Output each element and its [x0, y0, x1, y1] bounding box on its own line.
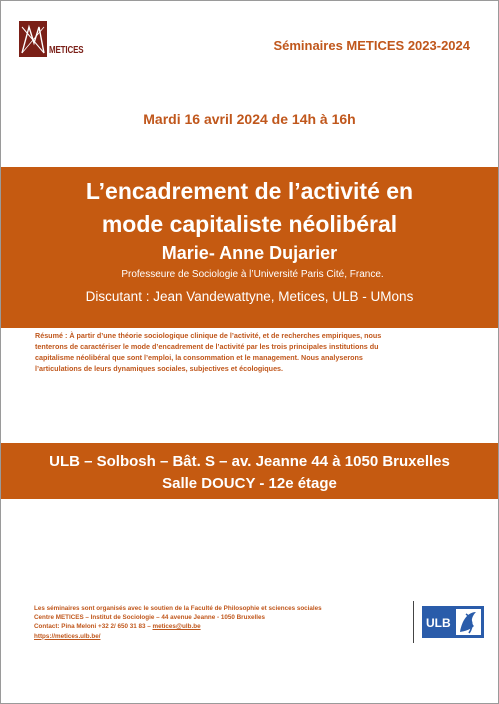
abstract	[35, 330, 467, 374]
location-room: Salle DOUCY - 12e étage	[162, 475, 337, 492]
email-link[interactable]: metices@ulb.be	[152, 623, 201, 631]
talk-banner	[1, 167, 498, 328]
location-banner	[1, 443, 498, 499]
discussant: Discutant : Jean Vandewattyne, Metices, ULB - UMons	[85, 289, 414, 304]
talk-title	[1, 175, 498, 241]
footer	[34, 604, 322, 641]
speaker-name: Marie- Anne Dujarier	[161, 243, 338, 263]
abstract-line-4: l’articulations de leurs dynamiques sociales, subjectives et écologiques.	[35, 364, 284, 373]
talk-title-line-2: mode capitaliste néolibéral	[101, 211, 398, 237]
ulb-logo-text: ULB	[426, 616, 451, 630]
website-link[interactable]: https://metices.ulb.be/	[34, 632, 101, 640]
event-date: Mardi 16 avril 2024 de 14h à 16h	[143, 111, 356, 127]
abstract-line-2: tenterons de caractériser le mode d’encadrement de l’activité par les trois principales institutions du	[35, 342, 379, 351]
abstract-line-3: capitalisme néolibéral que sont l’emploi, la consommation et le management. Nous analyserons	[35, 353, 363, 362]
metices-logo	[19, 21, 84, 59]
footer-contact-text: Contact: Pina Meloni +32 2/ 650 31 83 –	[34, 623, 153, 631]
abstract-line-1: Résumé : À partir d’une théorie sociologique clinique de l’activité, et de recherches empiriques, nous	[35, 331, 382, 340]
footer-address-line: Centre METICES – Institut de Sociologie – 44 avenue Jeanne - 1050 Bruxelles	[34, 614, 265, 622]
ulb-logo-icon	[422, 606, 484, 638]
talk-title-line-1: L’encadrement de l’activité en	[85, 178, 414, 204]
speaker-affiliation: Professeure de Sociologie à l’Université Paris Cité, France.	[121, 269, 384, 280]
seminar-series-title: Séminaires METICES 2023-2024	[273, 38, 470, 53]
footer-divider	[413, 601, 414, 643]
logo-text: METICES	[49, 45, 84, 56]
footer-support-line: Les séminaires sont organisés avec le soutien de la Faculté de Philosophie et sciences sociales	[34, 605, 322, 612]
location-address: ULB – Solbosh – Bât. S – av. Jeanne 44 à 1050 Bruxelles	[49, 453, 450, 470]
footer-contact-line	[34, 622, 322, 631]
metices-logo-icon	[19, 21, 49, 57]
